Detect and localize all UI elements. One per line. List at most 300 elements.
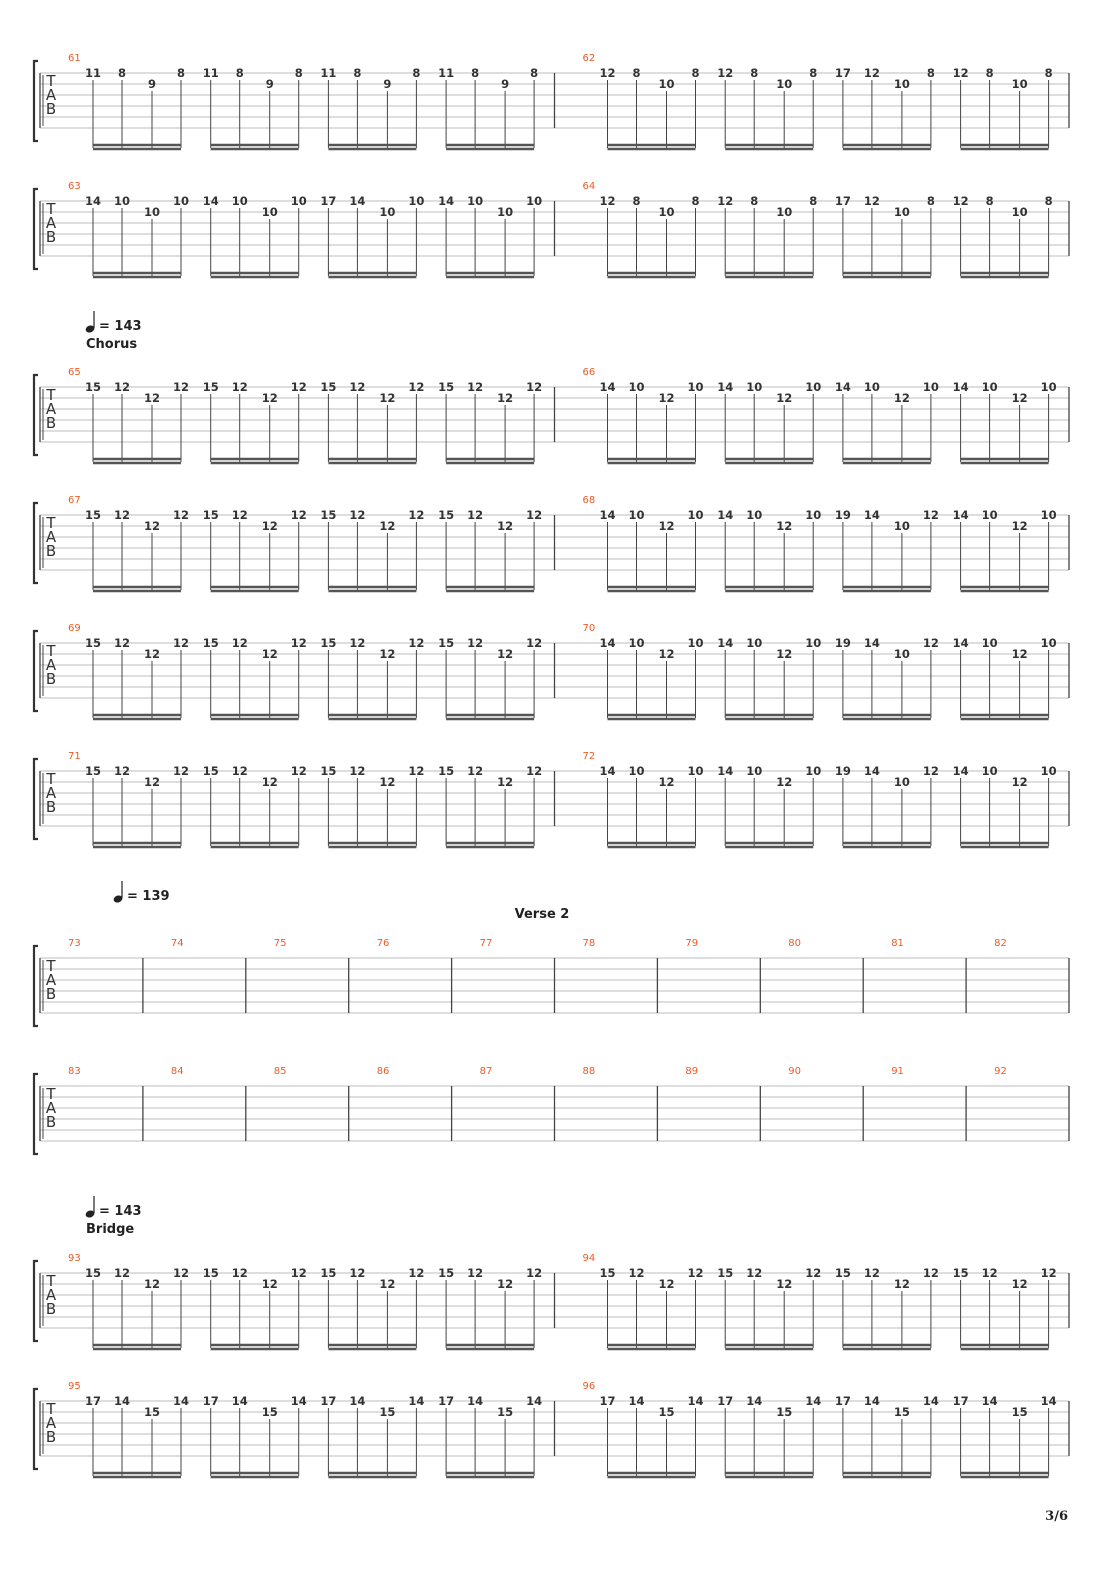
- fret-number: 8: [632, 66, 641, 80]
- fret-number: 15: [834, 1266, 851, 1280]
- fret-number: 9: [265, 77, 274, 91]
- fret-number: 10: [143, 205, 161, 219]
- fret-number: 12: [1011, 775, 1028, 789]
- fret-number: 15: [202, 508, 219, 522]
- fret-number: 12: [776, 647, 793, 661]
- measure-number: 79: [685, 938, 699, 949]
- fret-number: 12: [746, 1266, 763, 1280]
- beam-group: [835, 66, 935, 149]
- fret-number: 10: [893, 77, 910, 91]
- fret-number: 10: [628, 764, 645, 778]
- beam-group: [717, 380, 821, 463]
- tab-system: [34, 1066, 1069, 1154]
- measure: [555, 623, 1057, 719]
- fret-number: 14: [981, 1394, 998, 1408]
- measure-number: 77: [479, 938, 493, 949]
- fret-number: 14: [805, 1394, 822, 1408]
- tab-clef-letter: A: [45, 1414, 57, 1432]
- system-bracket: [34, 1389, 38, 1469]
- fret-number: 12: [526, 764, 543, 778]
- fret-number: 10: [687, 508, 704, 522]
- fret-number: 14: [746, 1394, 763, 1408]
- fret-number: 10: [379, 205, 396, 219]
- fret-number: 10: [628, 380, 645, 394]
- fret-number: 12: [143, 519, 161, 533]
- fret-number: 12: [379, 519, 396, 533]
- tab-clef-letter: T: [46, 1272, 56, 1290]
- fret-number: 10: [981, 764, 998, 778]
- fret-number: 14: [172, 1394, 190, 1408]
- beam-group: [320, 66, 420, 149]
- system-bracket: [34, 61, 38, 141]
- beam-group: [717, 636, 821, 719]
- fret-number: 17: [834, 1394, 851, 1408]
- measure: [555, 495, 1057, 591]
- fret-number: 12: [467, 1266, 484, 1280]
- fret-number: 15: [261, 1405, 278, 1419]
- fret-number: 12: [261, 519, 278, 533]
- beam-group: [320, 764, 424, 847]
- fret-number: 10: [658, 77, 675, 91]
- tab-clef-letter: B: [45, 1300, 57, 1318]
- system-bracket: [34, 1074, 38, 1154]
- tab-clef-letter: T: [46, 642, 56, 660]
- fret-number: 12: [893, 1277, 910, 1291]
- fret-number: 10: [776, 205, 793, 219]
- fret-number: 12: [1011, 1277, 1028, 1291]
- tab-clef: [43, 514, 57, 568]
- measure-number: 67: [68, 495, 81, 506]
- fret-number: 10: [893, 519, 910, 533]
- fret-number: 12: [467, 636, 484, 650]
- fret-number: 14: [834, 380, 851, 394]
- fret-number: 10: [497, 205, 514, 219]
- fret-number: 15: [202, 636, 219, 650]
- beam-group: [953, 380, 1057, 463]
- fret-number: 10: [746, 636, 763, 650]
- fret-number: 12: [231, 380, 248, 394]
- fret-number: 12: [261, 647, 278, 661]
- fret-number: 15: [599, 1266, 616, 1280]
- tab-clef: [43, 200, 57, 254]
- fret-number: 15: [84, 636, 102, 650]
- tempo-value: = 139: [127, 889, 170, 904]
- beam-group: [320, 194, 424, 277]
- measure-number: 94: [582, 1253, 596, 1264]
- fret-number: 14: [408, 1394, 425, 1408]
- measure-number: 74: [170, 938, 184, 949]
- beam-group: [953, 194, 1053, 277]
- measure: [68, 53, 538, 149]
- beam-group: [953, 1394, 1057, 1477]
- measure: [68, 751, 542, 847]
- fret-number: 10: [231, 194, 248, 208]
- fret-number: 10: [981, 636, 998, 650]
- tab-clef-letter: T: [46, 72, 56, 90]
- beam-group: [599, 194, 699, 277]
- beam-group: [835, 380, 939, 463]
- fret-number: 10: [981, 380, 998, 394]
- beam-group: [203, 764, 307, 847]
- fret-number: 15: [438, 508, 455, 522]
- tab-clef-letter: A: [45, 528, 57, 546]
- measure-number: 87: [479, 1066, 493, 1077]
- tab-clef: [43, 386, 57, 440]
- beam-group: [717, 508, 821, 591]
- fret-number: 11: [438, 66, 455, 80]
- fret-number: 10: [658, 205, 675, 219]
- tempo-marking: [85, 1196, 142, 1237]
- fret-number: 12: [863, 194, 880, 208]
- beam-group: [717, 1266, 821, 1349]
- fret-number: 8: [691, 194, 700, 208]
- measure: [68, 495, 542, 591]
- fret-number: 14: [687, 1394, 704, 1408]
- fret-number: 10: [1011, 205, 1028, 219]
- fret-number: 15: [438, 1266, 455, 1280]
- fret-number: 12: [952, 194, 969, 208]
- beam-group: [203, 380, 307, 463]
- fret-number: 12: [687, 1266, 704, 1280]
- fret-number: 15: [438, 380, 455, 394]
- fret-number: 15: [320, 380, 337, 394]
- fret-number: 12: [497, 647, 514, 661]
- beam-group: [835, 764, 939, 847]
- fret-number: 9: [383, 77, 392, 91]
- fret-number: 12: [922, 636, 939, 650]
- measure-number: 93: [68, 1253, 81, 1264]
- measure: [68, 1253, 542, 1349]
- measure: [555, 1253, 1057, 1349]
- beam-group: [953, 636, 1057, 719]
- fret-number: 12: [113, 380, 131, 394]
- section-label: Chorus: [86, 337, 138, 352]
- fret-number: 15: [84, 764, 102, 778]
- fret-number: 10: [687, 380, 704, 394]
- fret-number: 10: [805, 508, 822, 522]
- tab-clef-letter: T: [46, 200, 56, 218]
- tab-system: [34, 53, 1069, 149]
- fret-number: 12: [290, 380, 307, 394]
- measure-number: 96: [582, 1381, 596, 1392]
- fret-number: 14: [84, 194, 102, 208]
- fret-number: 12: [717, 66, 734, 80]
- beam-group: [717, 1394, 821, 1477]
- fret-number: 12: [143, 775, 161, 789]
- fret-number: 12: [290, 636, 307, 650]
- fret-number: 14: [349, 194, 366, 208]
- fret-number: 12: [805, 1266, 822, 1280]
- measure-number: 95: [68, 1381, 81, 1392]
- fret-number: 17: [599, 1394, 616, 1408]
- fret-number: 15: [320, 636, 337, 650]
- fret-number: 12: [776, 391, 793, 405]
- tab-system: [34, 938, 1069, 1026]
- beam-group: [599, 380, 703, 463]
- fret-number: 8: [632, 194, 641, 208]
- beam-group: [85, 1394, 189, 1477]
- tab-clef-letter: T: [46, 514, 56, 532]
- fret-number: 10: [746, 764, 763, 778]
- tab-clef-letter: T: [46, 957, 56, 975]
- fret-number: 14: [599, 636, 616, 650]
- fret-number: 17: [438, 1394, 455, 1408]
- fret-number: 10: [893, 775, 910, 789]
- fret-number: 12: [408, 1266, 425, 1280]
- beam-group: [717, 194, 817, 277]
- fret-number: 17: [834, 194, 851, 208]
- tab-clef: [43, 642, 57, 696]
- beam-group: [438, 1266, 542, 1349]
- tab-clef-letter: T: [46, 770, 56, 788]
- tab-system: [34, 751, 1069, 847]
- fret-number: 15: [202, 1266, 219, 1280]
- fret-number: 10: [1040, 508, 1057, 522]
- fret-number: 15: [84, 1266, 102, 1280]
- fret-number: 12: [981, 1266, 998, 1280]
- fret-number: 12: [143, 391, 161, 405]
- tab-system: [34, 1381, 1069, 1477]
- fret-number: 17: [717, 1394, 734, 1408]
- fret-number: 12: [349, 508, 366, 522]
- fret-number: 8: [412, 66, 421, 80]
- tab-clef-letter: B: [45, 798, 57, 816]
- measure-number: 68: [582, 495, 596, 506]
- fret-number: 10: [746, 380, 763, 394]
- fret-number: 12: [497, 1277, 514, 1291]
- fret-number: 12: [776, 519, 793, 533]
- fret-number: 12: [143, 1277, 161, 1291]
- fret-number: 14: [526, 1394, 543, 1408]
- fret-number: 10: [172, 194, 190, 208]
- fret-number: 10: [805, 764, 822, 778]
- fret-number: 14: [717, 508, 734, 522]
- measure-number: 71: [68, 751, 81, 762]
- fret-number: 12: [113, 508, 131, 522]
- beam-group: [835, 1394, 939, 1477]
- fret-number: 12: [628, 1266, 645, 1280]
- tab-clef-letter: T: [46, 1400, 56, 1418]
- fret-number: 8: [750, 194, 759, 208]
- fret-number: 11: [202, 66, 219, 80]
- measure-number: 62: [582, 53, 596, 64]
- fret-number: 8: [294, 66, 303, 80]
- fret-number: 19: [834, 508, 851, 522]
- measure-number: 76: [376, 938, 390, 949]
- tempo-value: = 143: [99, 1204, 142, 1219]
- measure: [68, 938, 81, 949]
- fret-number: 8: [691, 66, 700, 80]
- beam-group: [203, 194, 307, 277]
- fret-number: 12: [922, 1266, 939, 1280]
- tab-clef-letter: B: [45, 542, 57, 560]
- fret-number: 15: [438, 636, 455, 650]
- fret-number: 10: [863, 380, 880, 394]
- tab-clef-letter: B: [45, 670, 57, 688]
- tab-clef: [43, 770, 57, 824]
- measure-number: 65: [68, 367, 81, 378]
- fret-number: 15: [438, 764, 455, 778]
- fret-number: 8: [353, 66, 362, 80]
- measure-number: 63: [68, 181, 81, 192]
- fret-number: 14: [717, 636, 734, 650]
- section-label: Bridge: [86, 1222, 135, 1237]
- fret-number: 12: [922, 764, 939, 778]
- fret-number: 15: [320, 508, 337, 522]
- section-label: Verse 2: [514, 907, 570, 922]
- fret-number: 10: [805, 380, 822, 394]
- fret-number: 12: [408, 764, 425, 778]
- fret-number: 10: [1011, 77, 1028, 91]
- fret-number: 14: [438, 194, 455, 208]
- fret-number: 12: [1040, 1266, 1057, 1280]
- system-bracket: [34, 503, 38, 583]
- fret-number: 8: [176, 66, 186, 80]
- fret-number: 14: [952, 636, 969, 650]
- fret-number: 14: [863, 636, 880, 650]
- measure-number: 61: [68, 53, 81, 64]
- fret-number: 12: [1011, 647, 1028, 661]
- tab-system: [34, 367, 1069, 463]
- beam-group: [835, 1266, 939, 1349]
- tab-clef: [43, 72, 57, 126]
- beam-group: [438, 764, 542, 847]
- fret-number: 19: [834, 764, 851, 778]
- fret-number: 12: [408, 636, 425, 650]
- tab-clef-letter: A: [45, 214, 57, 232]
- measure-number: 64: [582, 181, 596, 192]
- beam-group: [438, 636, 542, 719]
- fret-number: 12: [952, 66, 969, 80]
- fret-number: 12: [467, 380, 484, 394]
- beam-group: [599, 636, 703, 719]
- measure-number: 83: [68, 1066, 81, 1077]
- fret-number: 12: [231, 508, 248, 522]
- fret-number: 15: [202, 380, 219, 394]
- fret-number: 12: [497, 775, 514, 789]
- fret-number: 12: [526, 380, 543, 394]
- fret-number: 12: [231, 1266, 248, 1280]
- beam-group: [953, 1266, 1057, 1349]
- tab-clef: [43, 957, 57, 1011]
- fret-number: 12: [231, 636, 248, 650]
- fret-number: 12: [349, 636, 366, 650]
- fret-number: 12: [658, 391, 675, 405]
- fret-number: 15: [379, 1405, 396, 1419]
- fret-number: 15: [143, 1405, 161, 1419]
- fret-number: 12: [113, 764, 131, 778]
- tab-system: [34, 1253, 1069, 1349]
- beam-group: [203, 66, 303, 149]
- tempo-value: = 143: [99, 319, 142, 334]
- fret-number: 12: [658, 519, 675, 533]
- fret-number: 12: [379, 775, 396, 789]
- fret-number: 12: [599, 66, 616, 80]
- fret-number: 10: [261, 205, 278, 219]
- fret-number: 15: [776, 1405, 793, 1419]
- fret-number: 12: [172, 1266, 190, 1280]
- fret-number: 17: [320, 194, 337, 208]
- tab-clef-letter: A: [45, 1286, 57, 1304]
- beam-group: [203, 508, 307, 591]
- tempo-marking: [113, 881, 570, 922]
- tab-clef-letter: B: [45, 1428, 57, 1446]
- measure-number: 82: [994, 938, 1007, 949]
- beam-group: [835, 508, 939, 591]
- tab-clef-letter: A: [45, 656, 57, 674]
- beam-group: [203, 636, 307, 719]
- fret-number: 12: [172, 380, 190, 394]
- fret-number: 10: [746, 508, 763, 522]
- fret-number: 10: [113, 194, 131, 208]
- fret-number: 12: [467, 764, 484, 778]
- fret-number: 8: [926, 194, 935, 208]
- fret-number: 15: [320, 1266, 337, 1280]
- fret-number: 12: [143, 647, 161, 661]
- fret-number: 12: [497, 391, 514, 405]
- fret-number: 15: [84, 380, 102, 394]
- fret-number: 15: [717, 1266, 734, 1280]
- beam-group: [203, 1266, 307, 1349]
- fret-number: 8: [809, 66, 818, 80]
- fret-number: 10: [893, 647, 910, 661]
- beam-group: [320, 1266, 424, 1349]
- fret-number: 14: [922, 1394, 939, 1408]
- fret-number: 17: [202, 1394, 219, 1408]
- tab-clef-letter: T: [46, 386, 56, 404]
- measure-number: 70: [582, 623, 596, 634]
- fret-number: 12: [113, 1266, 131, 1280]
- fret-number: 8: [985, 66, 994, 80]
- measure: [555, 181, 1053, 277]
- fret-number: 12: [1011, 391, 1028, 405]
- fret-number: 17: [952, 1394, 969, 1408]
- fret-number: 12: [599, 194, 616, 208]
- fret-number: 12: [231, 764, 248, 778]
- fret-number: 14: [231, 1394, 248, 1408]
- measure-number: 84: [170, 1066, 184, 1077]
- fret-number: 19: [834, 636, 851, 650]
- fret-number: 14: [863, 1394, 880, 1408]
- fret-number: 12: [658, 775, 675, 789]
- system-bracket: [34, 1261, 38, 1341]
- fret-number: 9: [147, 77, 157, 91]
- beam-group: [438, 194, 542, 277]
- fret-number: 15: [1011, 1405, 1028, 1419]
- fret-number: 10: [1040, 380, 1057, 394]
- fret-number: 11: [84, 66, 102, 80]
- fret-number: 17: [320, 1394, 337, 1408]
- tab-system: [34, 181, 1069, 277]
- beam-group: [599, 66, 699, 149]
- fret-number: 10: [981, 508, 998, 522]
- measure-number: 78: [582, 938, 596, 949]
- beam-group: [953, 508, 1057, 591]
- beam-group: [85, 1266, 189, 1349]
- measure-number: 91: [891, 1066, 904, 1077]
- fret-number: 10: [776, 77, 793, 91]
- fret-number: 10: [290, 194, 307, 208]
- page-number: 3/6: [1045, 1509, 1068, 1524]
- fret-number: 14: [599, 508, 616, 522]
- system-bracket: [34, 375, 38, 455]
- measure-number: 90: [788, 1066, 802, 1077]
- tab-clef-letter: A: [45, 86, 57, 104]
- fret-number: 14: [628, 1394, 645, 1408]
- fret-number: 12: [497, 519, 514, 533]
- measure: [555, 1381, 1057, 1477]
- beam-group: [85, 380, 189, 463]
